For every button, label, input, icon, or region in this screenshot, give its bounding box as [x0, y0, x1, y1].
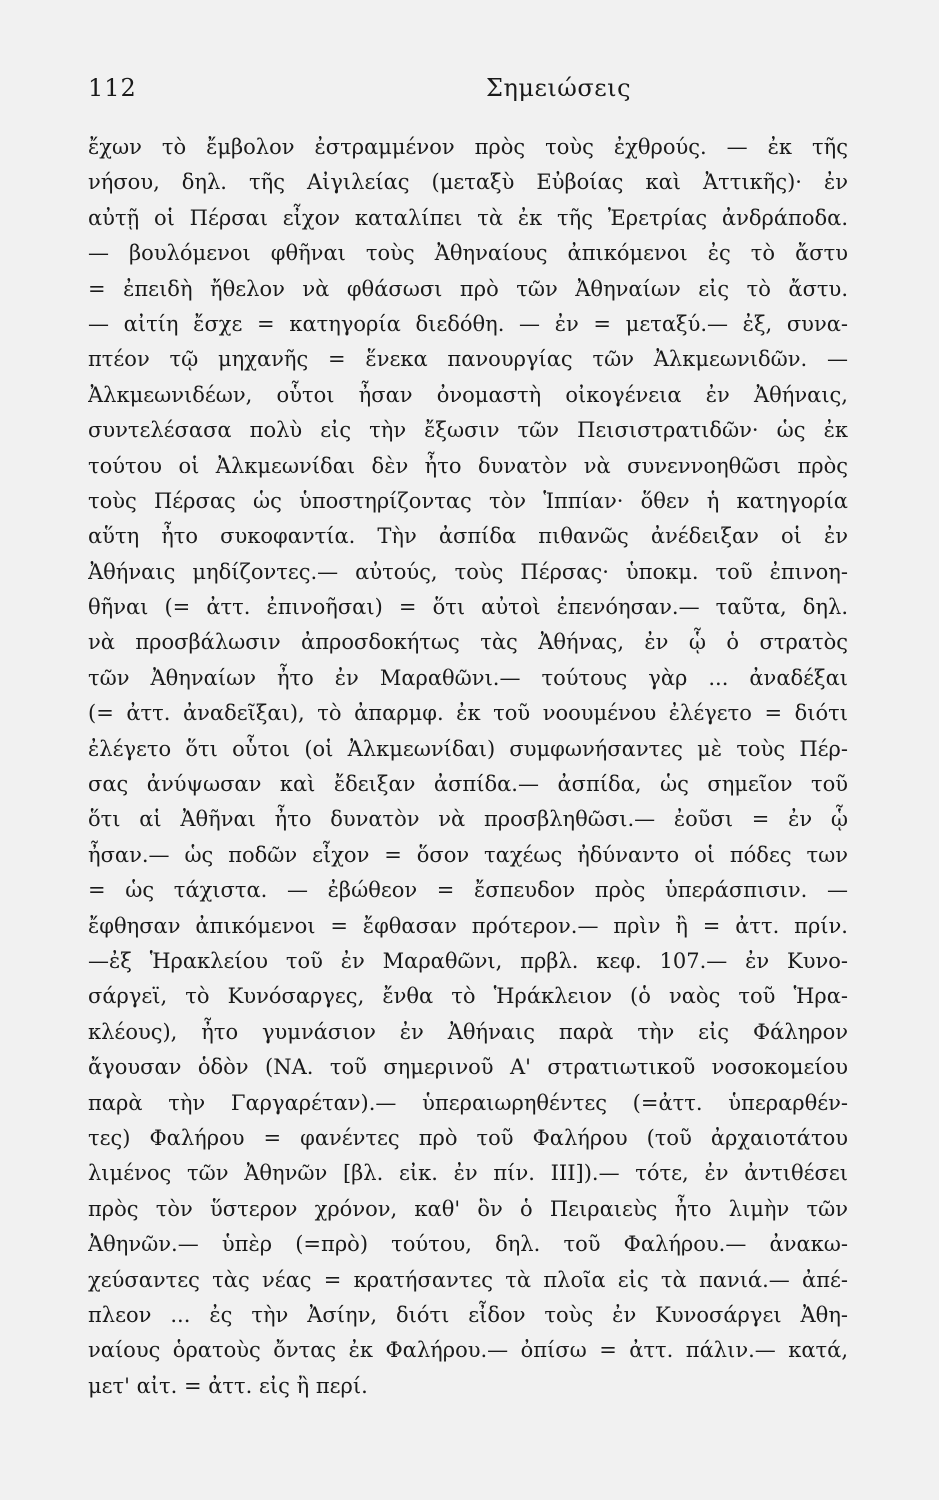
text-line: κλέους), ἦτο γυμνάσιον ἐν Ἀθήναις παρὰ τὴν εἰς Φάληρον: [88, 1019, 848, 1044]
text-line: Ἀθηνῶν.— ὑπὲρ (=πρὸ) τούτου, δηλ. τοῦ Φαλήρου.— ἀνακω-: [88, 1232, 848, 1257]
text-line: τῶν Ἀθηναίων ἦτο ἐν Μαραθῶνι.— τούτους γὰρ ... ἀναδέξαι: [88, 665, 848, 690]
text-line: αὐτῇ οἱ Πέρσαι εἶχον καταλίπει τὰ ἐκ τῆς Ἐρετρίας ἀνδράποδα.: [88, 205, 848, 230]
text-line: ναίους ὁρατοὺς ὄντας ἐκ Φαλήρου.— ὀπίσω = ἀττ. πάλιν.— κατά,: [88, 1338, 848, 1363]
text-line: (= ἀττ. ἀναδεῖξαι), τὸ ἀπαρμφ. ἐκ τοῦ νοουμένου ἐλέγετο = διότι: [88, 701, 848, 726]
text-line: νὰ προσβάλωσιν ἀπροσδοκήτως τὰς Ἀθήνας, ἐν ᾧ ὁ στρατὸς: [88, 630, 848, 655]
text-line: μετ' αἰτ. = ἀττ. εἰς ἢ περί.: [88, 1373, 368, 1398]
text-line: παρὰ τὴν Γαργαρέταν).— ὑπεραιωρηθέντες (=ἀττ. ὑπεραρθέν-: [88, 1090, 848, 1115]
text-line: πρὸς τὸν ὕστερον χρόνον, καθ' ὃν ὁ Πειραιεὺς ἦτο λιμὴν τῶν: [88, 1196, 848, 1221]
text-line: ἦσαν.— ὡς ποδῶν εἶχον = ὅσον ταχέως ἠδύναντο οἱ πόδες των: [88, 842, 848, 867]
text-line: —ἐξ Ἡρακλείου τοῦ ἐν Μαραθῶνι, πρβλ. κεφ. 107.— ἐν Κυνο-: [88, 948, 848, 973]
text-line: ἔφθησαν ἀπικόμενοι = ἔφθασαν πρότερον.— πρὶν ἢ = ἀττ. πρίν.: [88, 913, 848, 938]
text-line: ἐλέγετο ὅτι οὗτοι (οἱ Ἀλκμεωνίδαι) συμφωνήσαντες μὲ τοὺς Πέρ-: [88, 736, 848, 761]
text-line: = ἐπειδὴ ἤθελον νὰ φθάσωσι πρὸ τῶν Ἀθηναίων εἰς τὸ ἄστυ.: [88, 276, 848, 301]
text-line: ἄγουσαν ὁδὸν (ΝΑ. τοῦ σημερινοῦ Α' στρατιωτικοῦ νοσοκομείου: [88, 1055, 848, 1080]
text-line: — αἰτίη ἔσχε = κατηγορία διεδόθη. — ἐν = μεταξύ.— ἐξ, συνα-: [88, 311, 848, 336]
text-line: τούτου οἱ Ἀλκμεωνίδαι δὲν ἦτο δυνατὸν νὰ συνεννοηθῶσι πρὸς: [88, 453, 848, 478]
text-line: χεύσαντες τὰς νέας = κρατήσαντες τὰ πλοῖα εἰς τὰ πανιά.— ἀπέ-: [88, 1267, 848, 1292]
text-line: τες) Φαλήρου = φανέντες πρὸ τοῦ Φαλήρου (τοῦ ἀρχαιοτάτου: [88, 1125, 848, 1150]
text-line: πτέον τῷ μηχανῆς = ἕνεκα πανουργίας τῶν Ἀλκμεωνιδῶν. —: [88, 347, 848, 372]
text-line: συντελέσασα πολὺ εἰς τὴν ἔξωσιν τῶν Πεισιστρατιδῶν· ὡς ἐκ: [88, 418, 848, 443]
text-line: — βουλόμενοι φθῆναι τοὺς Ἀθηναίους ἀπικόμενοι ἐς τὸ ἄστυ: [88, 241, 848, 266]
text-line: = ὡς τάχιστα. — ἐβώθεον = ἔσπευδον πρὸς ὑπεράσπισιν. —: [88, 878, 848, 903]
page-header: [88, 74, 848, 114]
text-line: σάργεϊ, τὸ Κυνόσαργες, ἔνθα τὸ Ἡράκλειον (ὁ ναὸς τοῦ Ἡρα-: [88, 984, 848, 1009]
text-line: πλεον ... ἐς τὴν Ἀσίην, διότι εἶδον τοὺς ἐν Κυνοσάργει Ἀθη-: [88, 1302, 848, 1327]
text-line: ἔχων τὸ ἔμβολον ἐστραμμένον πρὸς τοὺς ἐχθρούς. — ἐκ τῆς: [88, 135, 848, 159]
text-line: λιμένος τῶν Ἀθηνῶν [βλ. εἰκ. ἐν πίν. III]).— τότε, ἐν ἀντιθέσει: [88, 1161, 848, 1186]
running-title: Σημειώσεις: [486, 74, 632, 102]
text-line: Ἀθήναις μηδίζοντες.— αὐτούς, τοὺς Πέρσας· ὑποκμ. τοῦ ἐπινοη-: [88, 559, 848, 584]
text-line: τοὺς Πέρσας ὡς ὑποστηρίζοντας τὸν Ἱππίαν· ὅθεν ἡ κατηγορία: [88, 488, 848, 513]
text-line: ὅτι αἱ Ἀθῆναι ἦτο δυνατὸν νὰ προσβληθῶσι.— ἐοῦσι = ἐν ᾧ: [88, 807, 848, 832]
text-line: θῆναι (= ἀττ. ἐπινοῆσαι) = ὅτι αὐτοὶ ἐπενόησαν.— ταῦτα, δηλ.: [88, 595, 848, 620]
text-line: νήσου, δηλ. τῆς Αἰγιλείας (μεταξὺ Εὐβοίας καὶ Ἀττικῆς)· ἐν: [88, 170, 848, 195]
notes-text: [88, 130, 848, 1404]
text-line: σας ἀνύψωσαν καὶ ἔδειξαν ἀσπίδα.— ἀσπίδα, ὡς σημεῖον τοῦ: [88, 772, 848, 797]
page-number: 112: [88, 74, 137, 102]
text-line: αὕτη ἦτο συκοφαντία. Τὴν ἀσπίδα πιθανῶς ἀνέδειξαν οἱ ἐν: [88, 524, 848, 549]
text-line: Ἀλκμεωνιδέων, οὗτοι ἦσαν ὀνομαστὴ οἰκογένεια ἐν Ἀθήναις,: [88, 382, 848, 407]
